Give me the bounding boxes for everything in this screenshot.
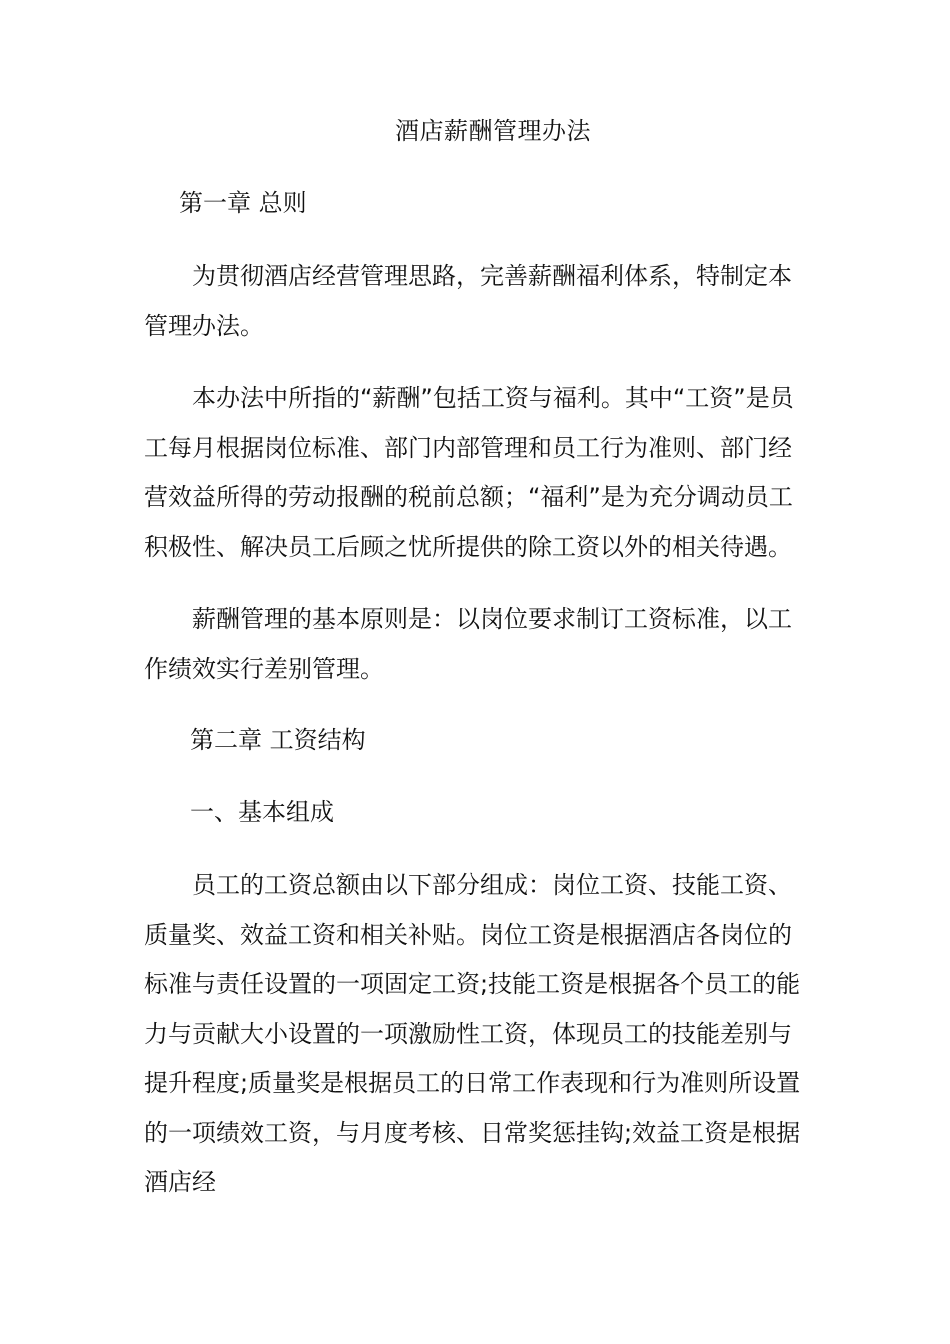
paragraph-principle: 薪酬管理的基本原则是：以岗位要求制订工资标准，以工作绩效实行差别管理。 [144, 605, 792, 683]
document-title: 酒店薪酬管理办法 [395, 117, 591, 145]
paragraph-purpose: 为贯彻酒店经营管理思路，完善薪酬福利体系，特制定本管理办法。 [144, 262, 792, 340]
section-1-heading: 一、基本组成 [190, 798, 334, 826]
paragraph-composition: 员工的工资总额由以下部分组成：岗位工资、技能工资、质量奖、效益工资和相关补贴。岗位工资是根据酒店各岗位的标准与责任设置的一项固定工资;技能工资是根据各个员工的能力与贡献大小设置的一项激励性工资，体现员工的技能差别与提升程度;质量奖是根据员工的日常工作表现和行为准则所设置的一项绩效工资，与月度考核、日常奖惩挂钩;效益工资是根据酒店经 [144, 871, 801, 1196]
chapter-1-heading: 第一章 总则 [179, 189, 307, 217]
chapter-2-heading: 第二章 工资结构 [190, 726, 366, 754]
paragraph-definition: 本办法中所指的“薪酬”包括工资与福利。其中“工资”是员工每月根据岗位标准、部门内部管理和员工行为准则、部门经营效益所得的劳动报酬的税前总额；“福利”是为充分调动员工积极性、解决员工后顾之忧所提供的除工资以外的相关待遇。 [144, 384, 794, 561]
